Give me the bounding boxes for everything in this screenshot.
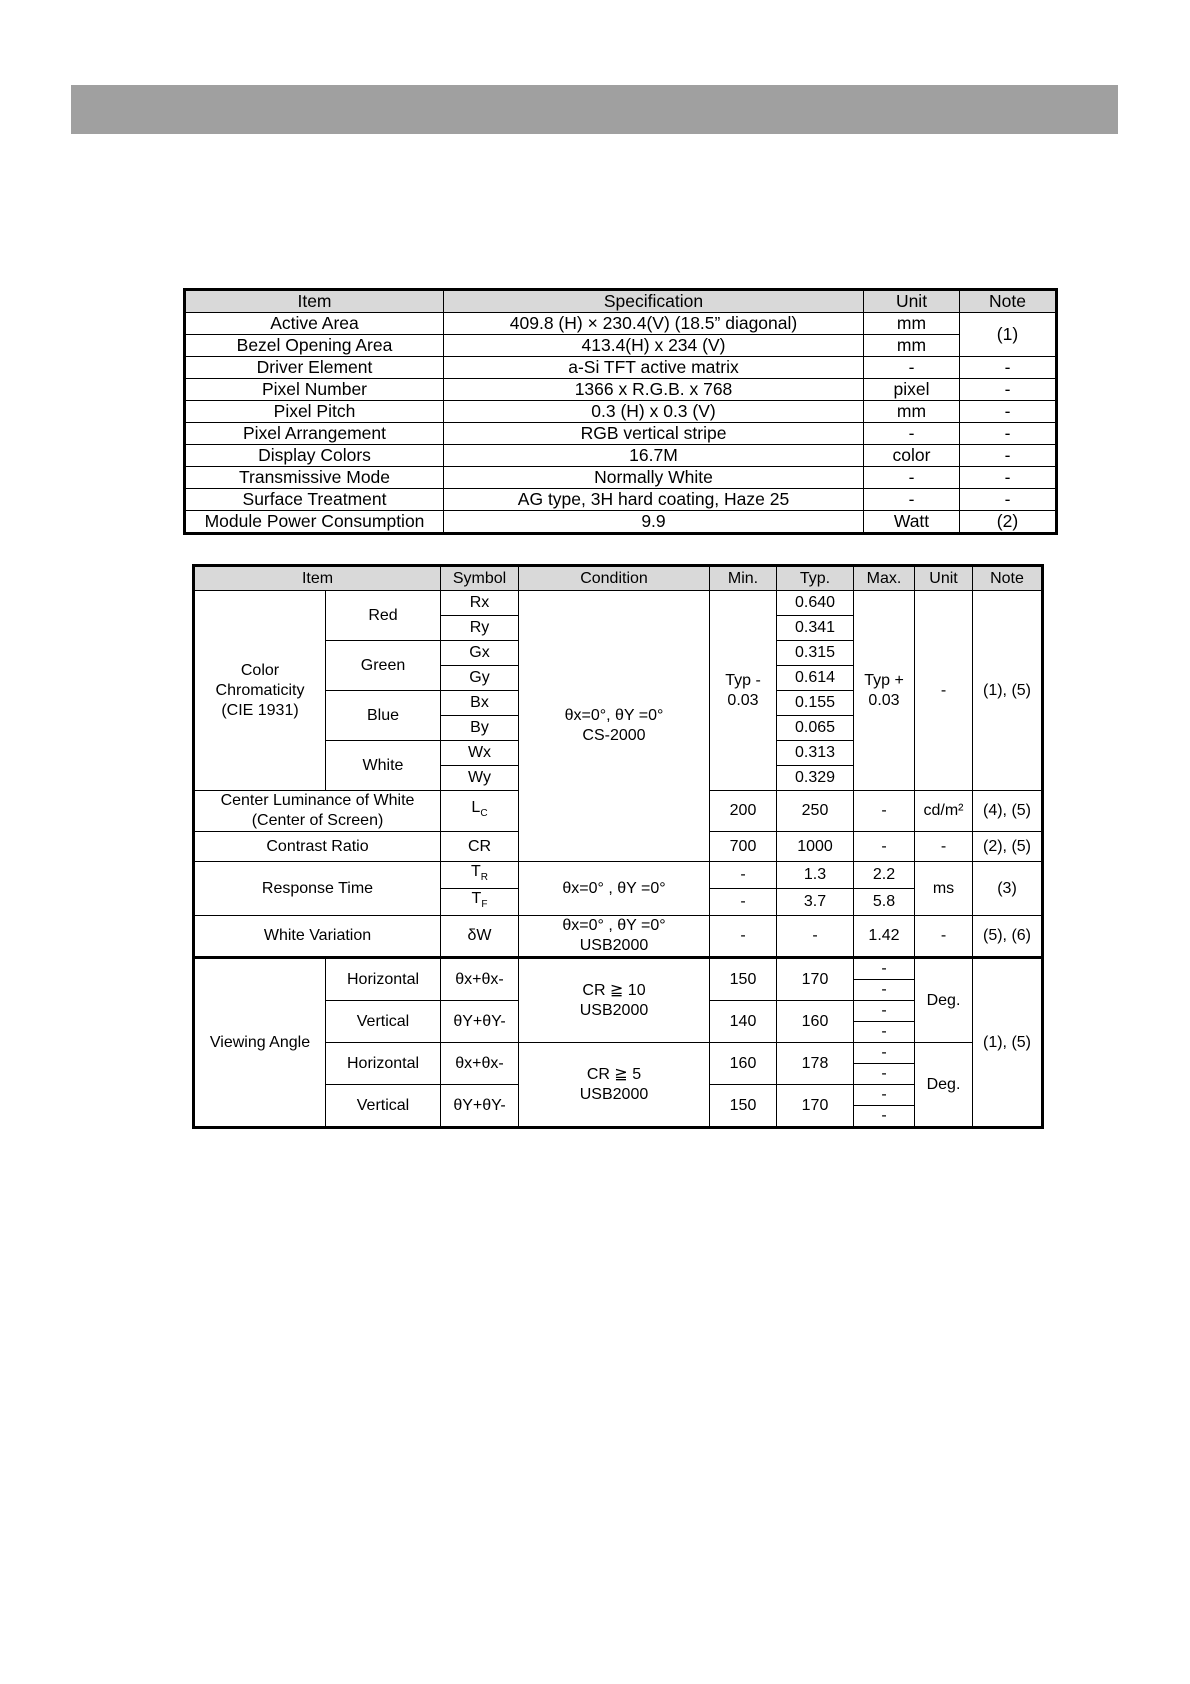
white-label: White <box>326 741 441 791</box>
table-row <box>185 401 1057 423</box>
min-cell: Typ - 0.03 <box>710 591 777 791</box>
note-cell: - <box>960 489 1057 511</box>
unit-cell: mm <box>864 313 960 335</box>
max-cell: 1.42 <box>854 916 915 958</box>
max-cell: - <box>854 1022 915 1043</box>
typ-cell: - <box>777 916 854 958</box>
unit-cell: Deg. <box>915 958 973 1043</box>
note-cell: (4), (5) <box>973 791 1043 832</box>
typ-cell: 0.313 <box>777 741 854 766</box>
max-cell: - <box>854 1001 915 1022</box>
col-header-spec: Specification <box>444 290 864 313</box>
symbol-subscript: R <box>480 872 488 884</box>
viewing-angle-label: Viewing Angle <box>194 958 326 1128</box>
symbol-cell: Ry <box>441 616 519 641</box>
unit-cell: Deg. <box>915 1043 973 1128</box>
symbol-subscript: C <box>480 808 488 820</box>
col-header-note: Note <box>960 290 1057 313</box>
min-cell: 150 <box>710 958 777 1001</box>
item-cell: Pixel Number <box>185 379 444 401</box>
item-cell: Active Area <box>185 313 444 335</box>
spec-cell: a-Si TFT active matrix <box>444 357 864 379</box>
unit-cell: cd/m² <box>915 791 973 832</box>
typ-cell: 160 <box>777 1001 854 1043</box>
table-header-row <box>185 290 1057 313</box>
min-cell: - <box>710 889 777 916</box>
table-row <box>185 445 1057 467</box>
table-row <box>194 591 1043 616</box>
max-cell: - <box>854 1106 915 1128</box>
typ-cell: 250 <box>777 791 854 832</box>
max-cell: - <box>854 958 915 980</box>
max-cell: - <box>854 1064 915 1085</box>
luminance-label: Center Luminance of White (Center of Screen) <box>194 791 441 832</box>
max-cell: - <box>854 832 915 862</box>
col-header-condition: Condition <box>519 566 710 591</box>
vertical-label: Vertical <box>326 1085 441 1128</box>
max-cell: - <box>854 791 915 832</box>
tf-symbol-cell: $T_F$ <box>441 889 519 916</box>
blue-label: Blue <box>326 691 441 741</box>
note-cell: (1) <box>960 313 1057 357</box>
note-cell: (3) <box>973 862 1043 916</box>
symbol-cell: Wy <box>441 766 519 791</box>
col-header-symbol: Symbol <box>441 566 519 591</box>
note-cell: - <box>960 423 1057 445</box>
typ-cell: 1000 <box>777 832 854 862</box>
note-cell: (1), (5) <box>973 958 1043 1128</box>
min-cell: 200 <box>710 791 777 832</box>
item-cell: Display Colors <box>185 445 444 467</box>
symbol-cell: Rx <box>441 591 519 616</box>
unit-cell: - <box>915 832 973 862</box>
spec-cell: Normally White <box>444 467 864 489</box>
item-cell: Module Power Consumption <box>185 511 444 534</box>
table-header-row <box>194 566 1043 591</box>
spec-cell: 0.3 (H) x 0.3 (V) <box>444 401 864 423</box>
table-row <box>185 423 1057 445</box>
table-row <box>194 958 1043 980</box>
note-cell: - <box>960 445 1057 467</box>
table-row <box>185 313 1057 335</box>
table-row <box>185 357 1057 379</box>
max-cell: - <box>854 1085 915 1106</box>
max-cell: - <box>854 1043 915 1064</box>
typ-cell: 3.7 <box>777 889 854 916</box>
symbol-cell: θx+θx- <box>441 958 519 1001</box>
symbol-cell: Wx <box>441 741 519 766</box>
max-cell: 5.8 <box>854 889 915 916</box>
section-header-bar <box>71 85 1118 134</box>
max-cell: 2.2 <box>854 862 915 889</box>
typ-cell: 0.341 <box>777 616 854 641</box>
vertical-label: Vertical <box>326 1001 441 1043</box>
horizontal-label: Horizontal <box>326 1043 441 1085</box>
typ-cell: 0.155 <box>777 691 854 716</box>
item-cell: Transmissive Mode <box>185 467 444 489</box>
item-cell: Pixel Pitch <box>185 401 444 423</box>
table-row <box>185 467 1057 489</box>
spec-cell: AG type, 3H hard coating, Haze 25 <box>444 489 864 511</box>
min-cell: 700 <box>710 832 777 862</box>
typ-cell: 0.614 <box>777 666 854 691</box>
note-cell: (2), (5) <box>973 832 1043 862</box>
note-cell: - <box>960 379 1057 401</box>
condition-cell: CR ≧ 10 USB2000 <box>519 958 710 1043</box>
unit-cell: ms <box>915 862 973 916</box>
red-label: Red <box>326 591 441 641</box>
symbol-cell: θY+θY- <box>441 1085 519 1128</box>
unit-cell: - <box>864 357 960 379</box>
spec-cell: 1366 x R.G.B. x 768 <box>444 379 864 401</box>
chromaticity-label: Color Chromaticity (CIE 1931) <box>194 591 326 791</box>
min-cell: - <box>710 916 777 958</box>
response-label: Response Time <box>194 862 441 916</box>
typ-cell: 0.329 <box>777 766 854 791</box>
unit-cell: - <box>864 423 960 445</box>
symbol-cell: θY+θY- <box>441 1001 519 1043</box>
general-spec-table <box>183 288 1058 535</box>
spec-cell: 409.8 (H) × 230.4(V) (18.5” diagonal) <box>444 313 864 335</box>
symbol-cell: θx+θx- <box>441 1043 519 1085</box>
unit-cell: pixel <box>864 379 960 401</box>
table-row <box>185 335 1057 357</box>
table-row <box>185 511 1057 534</box>
symbol-cell: Bx <box>441 691 519 716</box>
col-header-unit: Unit <box>864 290 960 313</box>
col-header-typ: Typ. <box>777 566 854 591</box>
note-cell: - <box>960 357 1057 379</box>
col-header-note: Note <box>973 566 1043 591</box>
optical-spec-table <box>192 564 1044 1129</box>
spec-cell: 9.9 <box>444 511 864 534</box>
contrast-label: Contrast Ratio <box>194 832 441 862</box>
max-cell: Typ + 0.03 <box>854 591 915 791</box>
spec-cell: RGB vertical stripe <box>444 423 864 445</box>
note-cell: - <box>960 467 1057 489</box>
unit-cell: color <box>864 445 960 467</box>
symbol-cell: By <box>441 716 519 741</box>
unit-cell: - <box>864 489 960 511</box>
unit-cell: - <box>864 467 960 489</box>
symbol-subscript: F <box>481 899 488 911</box>
col-header-item: Item <box>185 290 444 313</box>
condition-cell: CR ≧ 5 USB2000 <box>519 1043 710 1128</box>
item-cell: Pixel Arrangement <box>185 423 444 445</box>
note-cell: (2) <box>960 511 1057 534</box>
item-cell: Bezel Opening Area <box>185 335 444 357</box>
condition-text: θx=0°, θY =0° <box>564 707 664 724</box>
spec-cell: 413.4(H) x 234 (V) <box>444 335 864 357</box>
luminance-symbol-cell: $L_C$ <box>441 791 519 832</box>
note-cell: (1), (5) <box>973 591 1043 791</box>
tr-symbol-cell: $T_R$ <box>441 862 519 889</box>
note-cell: (5), (6) <box>973 916 1043 958</box>
condition-instrument: CS-2000 <box>582 727 646 744</box>
condition-cell: θx=0° , θY =0° <box>519 862 710 916</box>
unit-cell: - <box>915 591 973 791</box>
symbol-cell: Gy <box>441 666 519 691</box>
table-row <box>185 489 1057 511</box>
min-cell: - <box>710 862 777 889</box>
typ-cell: 170 <box>777 958 854 1001</box>
table-row <box>194 862 1043 889</box>
col-header-min: Min. <box>710 566 777 591</box>
table-row <box>185 379 1057 401</box>
typ-cell: 170 <box>777 1085 854 1128</box>
typ-cell: 1.3 <box>777 862 854 889</box>
unit-cell: - <box>915 916 973 958</box>
col-header-max: Max. <box>854 566 915 591</box>
spec-cell: 16.7M <box>444 445 864 467</box>
horizontal-label: Horizontal <box>326 958 441 1001</box>
col-header-unit: Unit <box>915 566 973 591</box>
symbol-cell: CR <box>441 832 519 862</box>
white-variation-label: White Variation <box>194 916 441 958</box>
green-label: Green <box>326 641 441 691</box>
typ-cell: 0.640 <box>777 591 854 616</box>
typ-cell: 0.315 <box>777 641 854 666</box>
min-cell: 140 <box>710 1001 777 1043</box>
item-cell: Driver Element <box>185 357 444 379</box>
unit-cell: Watt <box>864 511 960 534</box>
typ-cell: 0.065 <box>777 716 854 741</box>
min-cell: 160 <box>710 1043 777 1085</box>
chromaticity-condition-cell <box>519 591 710 862</box>
unit-cell: mm <box>864 335 960 357</box>
typ-cell: 178 <box>777 1043 854 1085</box>
min-cell: 150 <box>710 1085 777 1128</box>
max-cell: - <box>854 980 915 1001</box>
unit-cell: mm <box>864 401 960 423</box>
condition-cell: θx=0° , θY =0° USB2000 <box>519 916 710 958</box>
table-row <box>194 916 1043 958</box>
symbol-cell: Gx <box>441 641 519 666</box>
note-cell: - <box>960 401 1057 423</box>
item-cell: Surface Treatment <box>185 489 444 511</box>
col-header-item: Item <box>194 566 441 591</box>
symbol-cell: δW <box>441 916 519 958</box>
